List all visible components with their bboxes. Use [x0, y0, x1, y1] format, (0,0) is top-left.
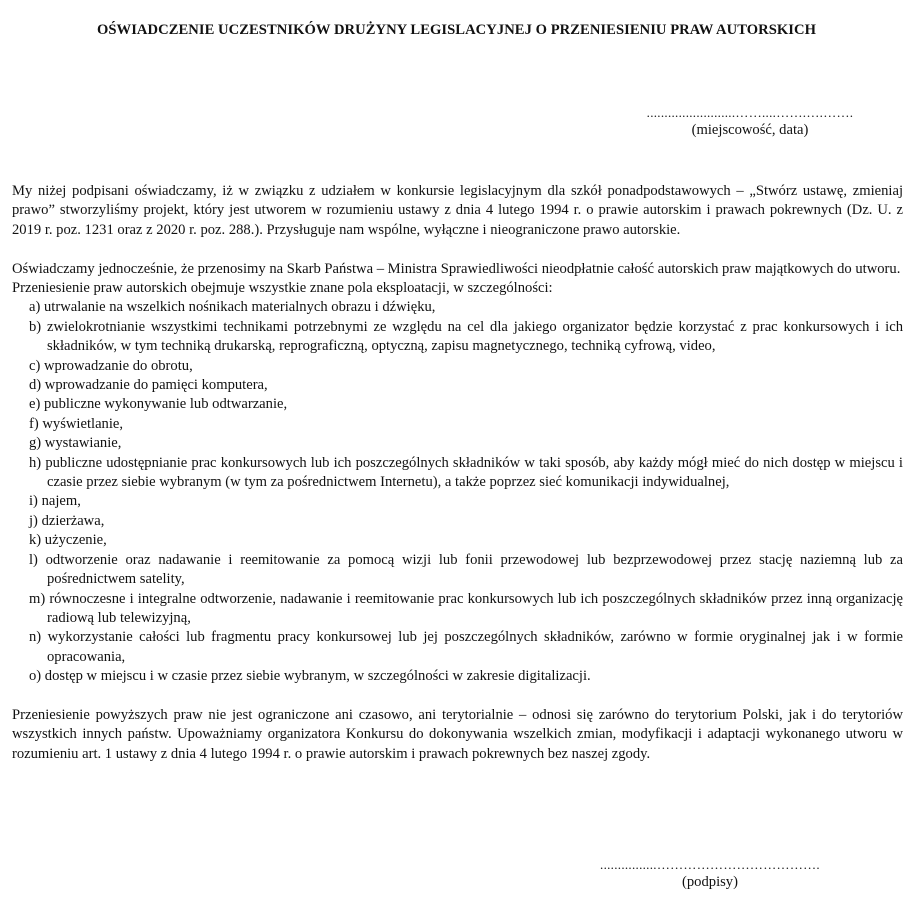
list-item: e) publiczne wykonywanie lub odtwarzanie,: [29, 396, 288, 413]
place-date-block: [620, 106, 880, 140]
paragraph-fields-intro: Przeniesienie praw autorskich obejmuje wszystkie znane pola eksploatacji, w szczególności:: [12, 280, 553, 297]
document-title: OŚWIADCZENIE UCZESTNIKÓW DRUŻYNY LEGISLACYJNEJ O PRZENIESIENIU PRAW AUTORSKICH: [96, 22, 816, 38]
paragraph-closing: Przeniesienie powyższych praw nie jest ograniczone ani czasowo, ani terytorialnie – odnosi się zarówno do terytorium Polski, jak i do terytoriów wszystkich innych państw. Upoważniamy organizatora Konkursu do dokonywania wszelkich zmian, modyfikacji i adaptacji wykonanego utworu w rozumieniu art. 1 ustawy z dnia 4 lutego 1994 r. o prawie autorskim i prawach pokrewnych bez naszej zgody.: [12, 706, 903, 762]
list-item: j) dzierżawa,: [29, 512, 105, 529]
signature-block: [590, 858, 830, 892]
paragraph-transfer: Oświadczamy jednocześnie, że przenosimy na Skarb Państwa – Ministra Sprawiedliwości nieodpłatnie całość autorskich praw majątkowych do utworu.: [12, 260, 901, 277]
signature-dotted-line: ................……………………………….: [600, 857, 820, 872]
list-item: k) użyczenie,: [29, 532, 107, 549]
list-item: m) równoczesne i integralne odtworzenie, nadawanie i reemitowanie prac konkursowych lub ich poszczególnych składników przez inną organizację radiową lub telewizyjną,: [29, 590, 903, 626]
document-body: [12, 182, 903, 764]
list-item: f) wyświetlanie,: [29, 415, 124, 432]
exploitation-fields-list: [12, 298, 903, 686]
list-item: b) zwielokrotnianie wszystkimi technikami potrzebnymi ze względu na cel dla jakiego organizator będzie korzystać z prac konkursowych i ich składników, w tym techniką drukarską, reprograficzną, optyczną, zapisu magnetycznego, techniką cyfrową, video,: [29, 318, 903, 355]
list-item: l) odtworzenie oraz nadawanie i reemitowanie za pomocą wizji lub fonii przewodowej lub bezprzewodowej przez stację naziemną lub za pośrednictwem satelity,: [29, 551, 903, 588]
list-item: n) wykorzystanie całości lub fragmentu pracy konkursowej lub jej poszczególnych składników, zarówno w formie oryginalnej jak i w formie opracowania,: [29, 629, 903, 665]
place-date-caption: (miejscowość, data): [691, 122, 809, 138]
list-item: o) dostęp w miejscu i w czasie przez siebie wybranym, w szczególności w zakresie digitalizacji.: [29, 668, 591, 685]
list-item: i) najem,: [29, 493, 81, 510]
list-item: c) wprowadzanie do obrotu,: [29, 357, 193, 374]
paragraph-intro: My niżej podpisani oświadczamy, iż w związku z udziałem w konkursie legislacyjnym dla szkół ponadpodstawowych – „Stwórz ustawę, zmieniaj prawo” stworzyliśmy projekt, który jest utworem w rozumieniu ustawy z dnia 4 lutego 1994 r. o prawie autorskim i prawach pokrewnych (Dz. U. z 2019 r. poz. 1231 oraz z 2020 r. poz. 288.). Przysługuje nam wspólne, wyłączne i nieograniczone prawo autorskie.: [12, 183, 903, 238]
list-item: a) utrwalanie na wszelkich nośnikach materialnych obrazu i dźwięku,: [29, 299, 436, 316]
signature-caption: (podpisy): [682, 874, 738, 890]
list-item: d) wprowadzanie do pamięci komputera,: [29, 377, 268, 394]
place-date-dotted-line: .........................……....…….….…….: [646, 105, 854, 120]
list-item: g) wystawianie,: [29, 435, 122, 452]
list-item: h) publiczne udostępnianie prac konkursowych lub ich poszczególnych składników w taki sposób, aby każdy mógł mieć do nich dostęp w miejscu i czasie przez siebie wybranym (w tym za pośrednictwem Internetu), a także poprzez sieć komunikacji indywidualnej,: [29, 454, 903, 491]
